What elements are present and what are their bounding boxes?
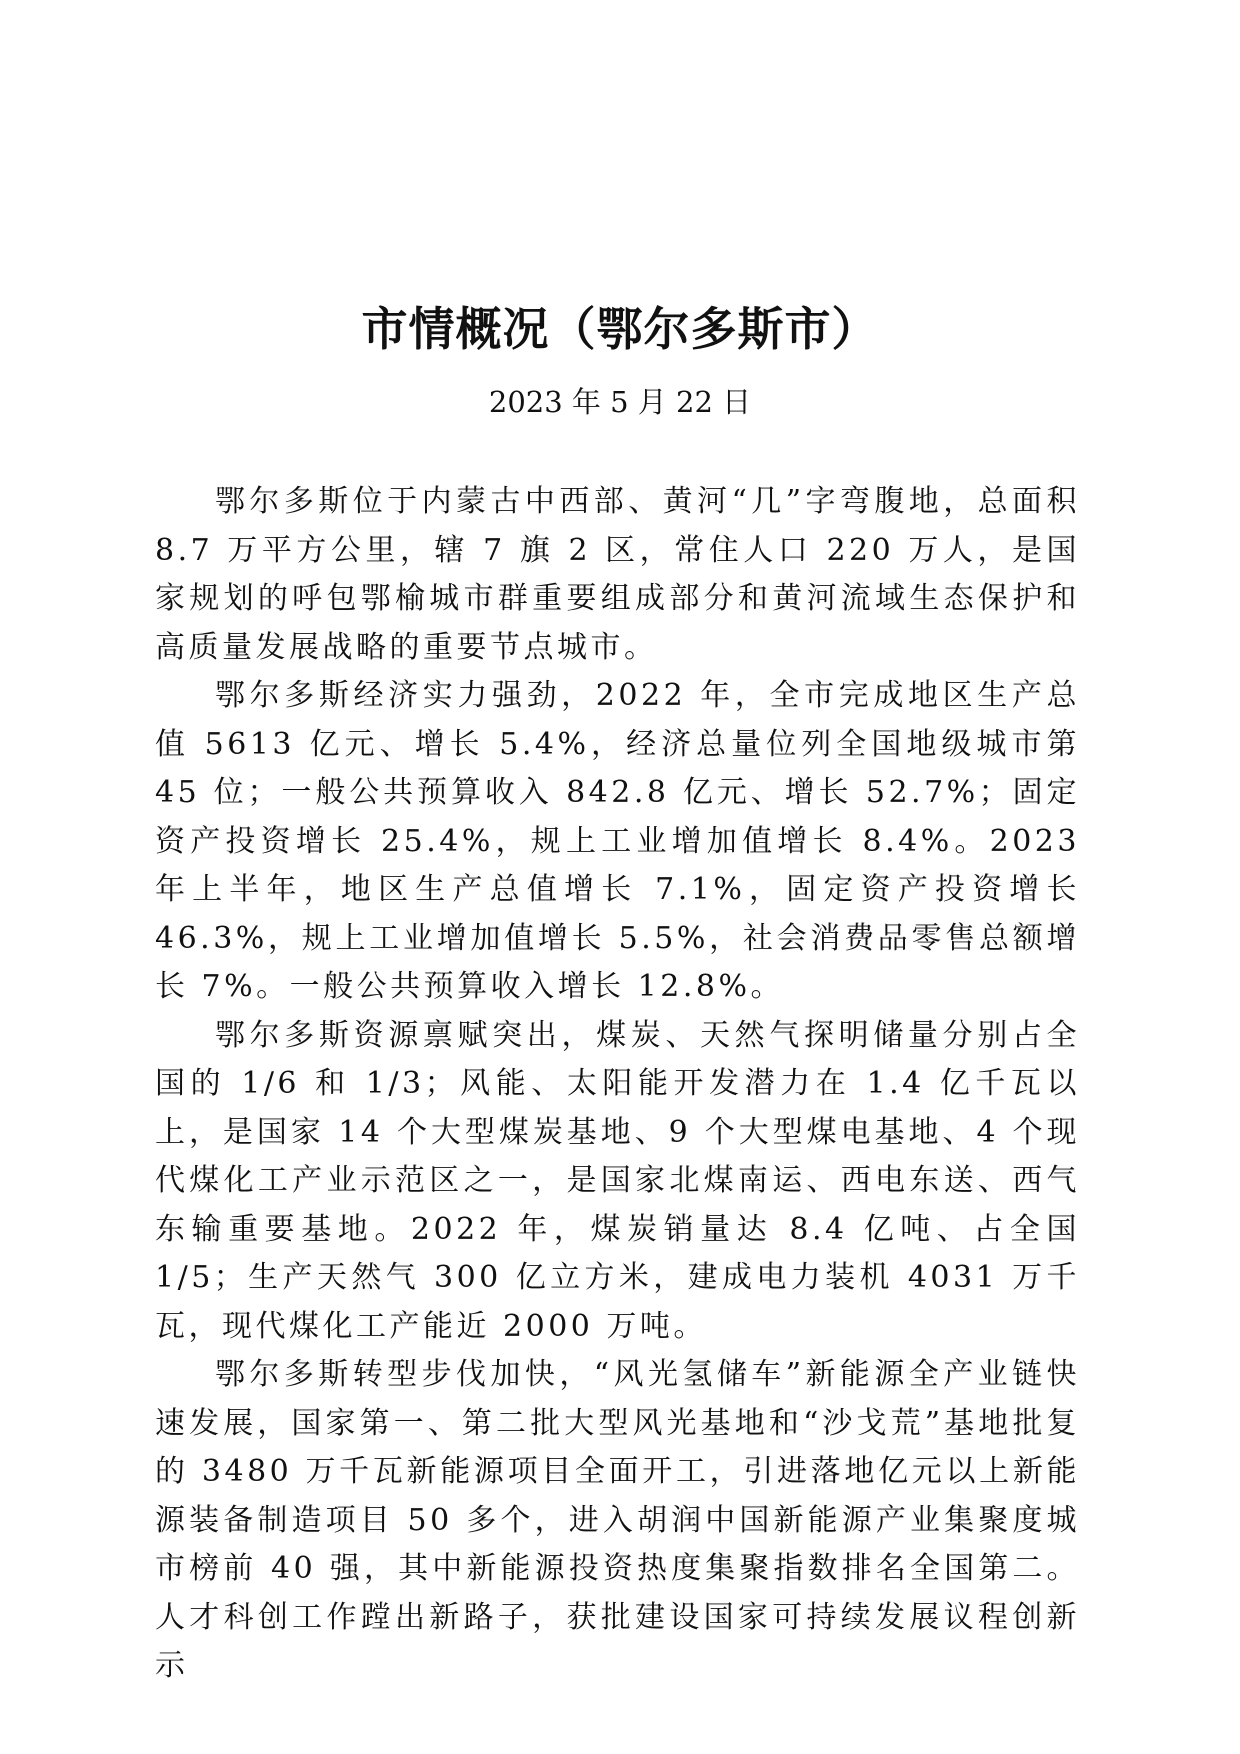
- document-body: [155, 478, 1080, 1691]
- paragraph-location: 鄂尔多斯位于内蒙古中西部、黄河“几”字弯腹地，总面积 8.7 万平方公里，辖 7 旗 2 区，常住人口 220 万人，是国家规划的呼包鄂榆城市群重要组成部分和黄河流域生态保护和高质量发展战略的重要节点城市。: [155, 484, 1080, 665]
- document-date: 2023 年 5 月 22 日: [488, 385, 752, 419]
- document-title: 市情概况（鄂尔多斯市）: [361, 302, 879, 356]
- paragraph-transformation: 鄂尔多斯转型步伐加快，“风光氢储车”新能源全产业链快速发展，国家第一、第二批大型风光基地和“沙戈荒”基地批复的 3480 万千瓦新能源项目全面开工，引进落地亿元以上新能源装备制造项目 50 多个，进入胡润中国新能源产业集聚度城市榜前 40 强，其中新能源投资热度集聚指数排名全国第二。人才科创工作蹚出新路子，获批建设国家可持续发展议程创新示: [155, 1357, 1080, 1683]
- paragraph-economy: 鄂尔多斯经济实力强劲，2022 年，全市完成地区生产总值 5613 亿元、增长 5.4%，经济总量位列全国地级城市第 45 位；一般公共预算收入 842.8 亿元、增长 52.7%；固定资产投资增长 25.4%，规上工业增加值增长 8.4%。2023 年上半年，地区生产总值增长 7.1%，固定资产投资增长 46.3%，规上工业增加值增长 5.5%，社会消费品零售总额增长 7%。一般公共预算收入增长 12.8%。: [155, 678, 1080, 1004]
- paragraph-resources: 鄂尔多斯资源禀赋突出，煤炭、天然气探明储量分别占全国的 1/6 和 1/3；风能、太阳能开发潜力在 1.4 亿千瓦以上，是国家 14 个大型煤炭基地、9 个大型煤电基地、4 个现代煤化工产业示范区之一，是国家北煤南运、西电东送、西气东输重要基地。2022 年，煤炭销量达 8.4 亿吨、占全国 1/5；生产天然气 300 亿立方米，建成电力装机 4031 万千瓦，现代煤化工产能近 2000 万吨。: [155, 1017, 1080, 1344]
